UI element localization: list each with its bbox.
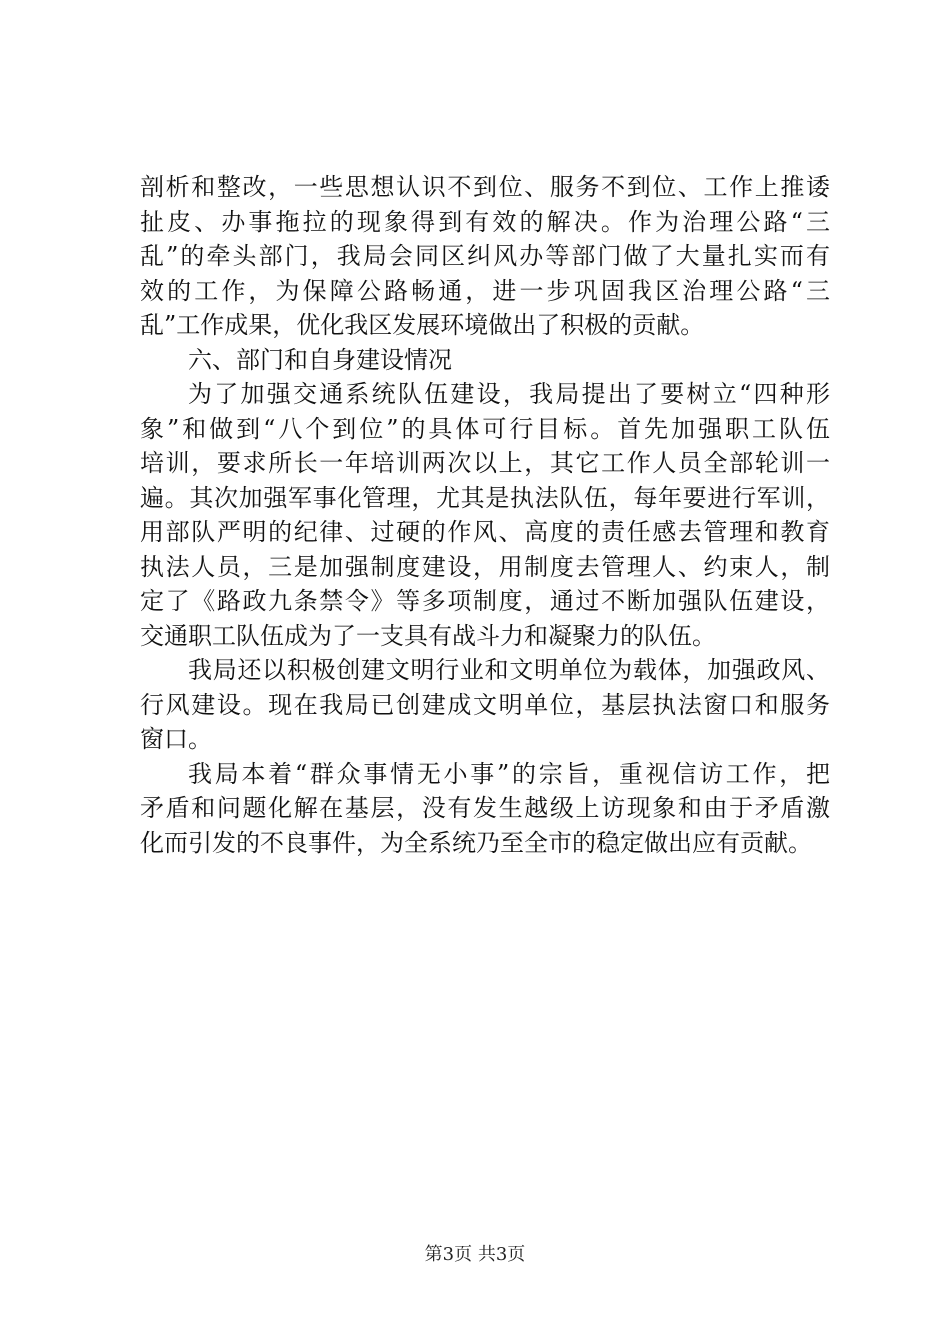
document-body xyxy=(140,170,830,860)
text-line: 定了《路政九条禁令》等多项制度，通过不断加强队伍建设， xyxy=(140,587,830,615)
text-line: 培训，要求所长一年培训两次以上，其它工作人员全部轮训一 xyxy=(140,449,830,477)
text-line: 扯皮、办事拖拉的现象得到有效的解决。作为治理公路“三 xyxy=(140,207,830,236)
text-line: 我局还以积极创建文明行业和文明单位为载体，加强政风、 xyxy=(188,656,830,684)
text-line: 我局本着“群众事情无小事”的宗旨，重视信访工作，把 xyxy=(188,759,830,788)
text-line: 矛盾和问题化解在基层，没有发生越级上访现象和由于矛盾激 xyxy=(140,794,830,822)
text-line: 交通职工队伍成为了一支具有战斗力和凝聚力的队伍。 xyxy=(140,621,716,650)
text-line: 效的工作，为保障公路畅通，进一步巩固我区治理公路“三 xyxy=(140,276,830,305)
page-footer: 第3页 共3页 xyxy=(424,1244,526,1265)
text-line: 用部队严明的纪律、过硬的作风、高度的责任感去管理和教育 xyxy=(140,518,830,546)
text-line: 剖析和整改，一些思想认识不到位、服务不到位、工作上推诿 xyxy=(140,173,830,201)
paragraph xyxy=(140,757,830,861)
text-line: 窗口。 xyxy=(140,725,212,753)
paragraph xyxy=(140,377,830,653)
heading-line: 六、部门和自身建设情况 xyxy=(188,345,452,374)
text-line: 执法人员，三是加强制度建设，用制度去管理人、约束人，制 xyxy=(140,552,830,581)
text-line: 象”和做到“八个到位”的具体可行目标。首先加强职工队伍 xyxy=(140,414,830,443)
text-line: 行风建设。现在我局已创建成文明单位，基层执法窗口和服务 xyxy=(140,690,830,719)
text-line: 化而引发的不良事件，为全系统乃至全市的稳定做出应有贡献。 xyxy=(140,828,812,857)
paragraph xyxy=(140,170,830,343)
text-line: 乱”的牵头部门，我局会同区纠风办等部门做了大量扎实而有 xyxy=(140,242,830,270)
text-line: 遍。其次加强军事化管理，尤其是执法队伍，每年要进行军训， xyxy=(140,483,830,512)
text-line: 为了加强交通系统队伍建设，我局提出了要树立“四种形 xyxy=(188,380,830,408)
text-line: 乱”工作成果，优化我区发展环境做出了积极的贡献。 xyxy=(140,311,705,339)
paragraph xyxy=(140,653,830,757)
section-heading xyxy=(140,343,830,378)
